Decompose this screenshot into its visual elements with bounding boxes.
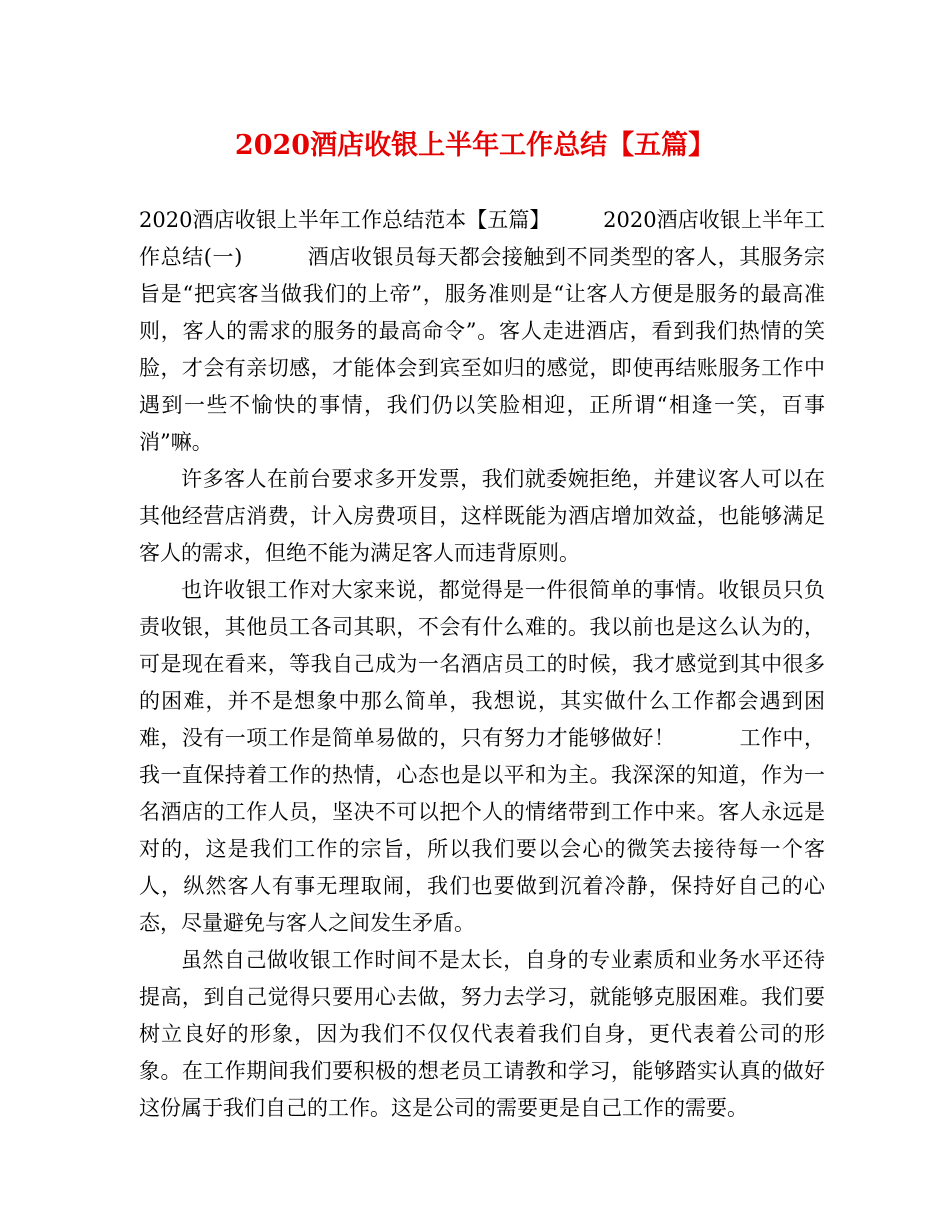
paragraph-4: 虽然自己做收银工作时间不是太长，自身的专业素质和业务水平还待提高，到自己觉得只要用心去做，努力去学习，就能够克服困难。我们要树立良好的形象，因为我们不仅仅代表着我们自身，更代表着公司的形象。在工作期间我们要积极的想老员工请教和学习，能够踏实认真的做好这份属于我们自己的工作。这是公司的需要更是自己工作的需要。 [139, 948, 825, 1120]
document-title: 2020酒店收银上半年工作总结【五篇】 [234, 130, 716, 161]
paragraph-1: 2020酒店收银上半年工作总结范本【五篇】 2020酒店收银上半年工作总结(一) 酒店收银员每天都会接触到不同类型的客人，其服务宗旨是“把宾客当做我们的上帝”，服务准则是“让客人方便是服务的最高准则，客人的需求的服务的最高命令”。客人走进酒店，看到我们热情的笑脸，才会有亲切感，才能体会到宾至如归的感觉，即使再结账服务工作中遇到一些不愉快的事情，我们仍以笑脸相迎，正所谓“相逢一笑，百事消”嘛。 [139, 208, 825, 454]
paragraph-3: 也许收银工作对大家来说，都觉得是一件很简单的事情。收银员只负责收银，其他员工各司其职，不会有什么难的。我以前也是这么认为的，可是现在看来，等我自己成为一名酒店员工的时候，我才感觉到其中很多的困难，并不是想象中那么简单，我想说，其实做什么工作都会遇到困难，没有一项工作是简单易做的，只有努力才能够做好！ 工作中，我一直保持着工作的热情，心态也是以平和为主。我深深的知道，作为一名酒店的工作人员，坚决不可以把个人的情绪带到工作中来。客人永远是对的，这是我们工作的宗旨，所以我们要以会心的微笑去接待每一个客人，纵然客人有事无理取闹，我们也要做到沉着冷静，保持好自己的心态，尽量避免与客人之间发生矛盾。 [139, 578, 825, 935]
document-body [139, 202, 825, 1127]
paragraph-2: 许多客人在前台要求多开发票，我们就委婉拒绝，并建议客人可以在其他经营店消费，计入房费项目，这样既能为酒店增加效益，也能够满足客人的需求，但绝不能为满足客人而违背原则。 [139, 467, 825, 565]
